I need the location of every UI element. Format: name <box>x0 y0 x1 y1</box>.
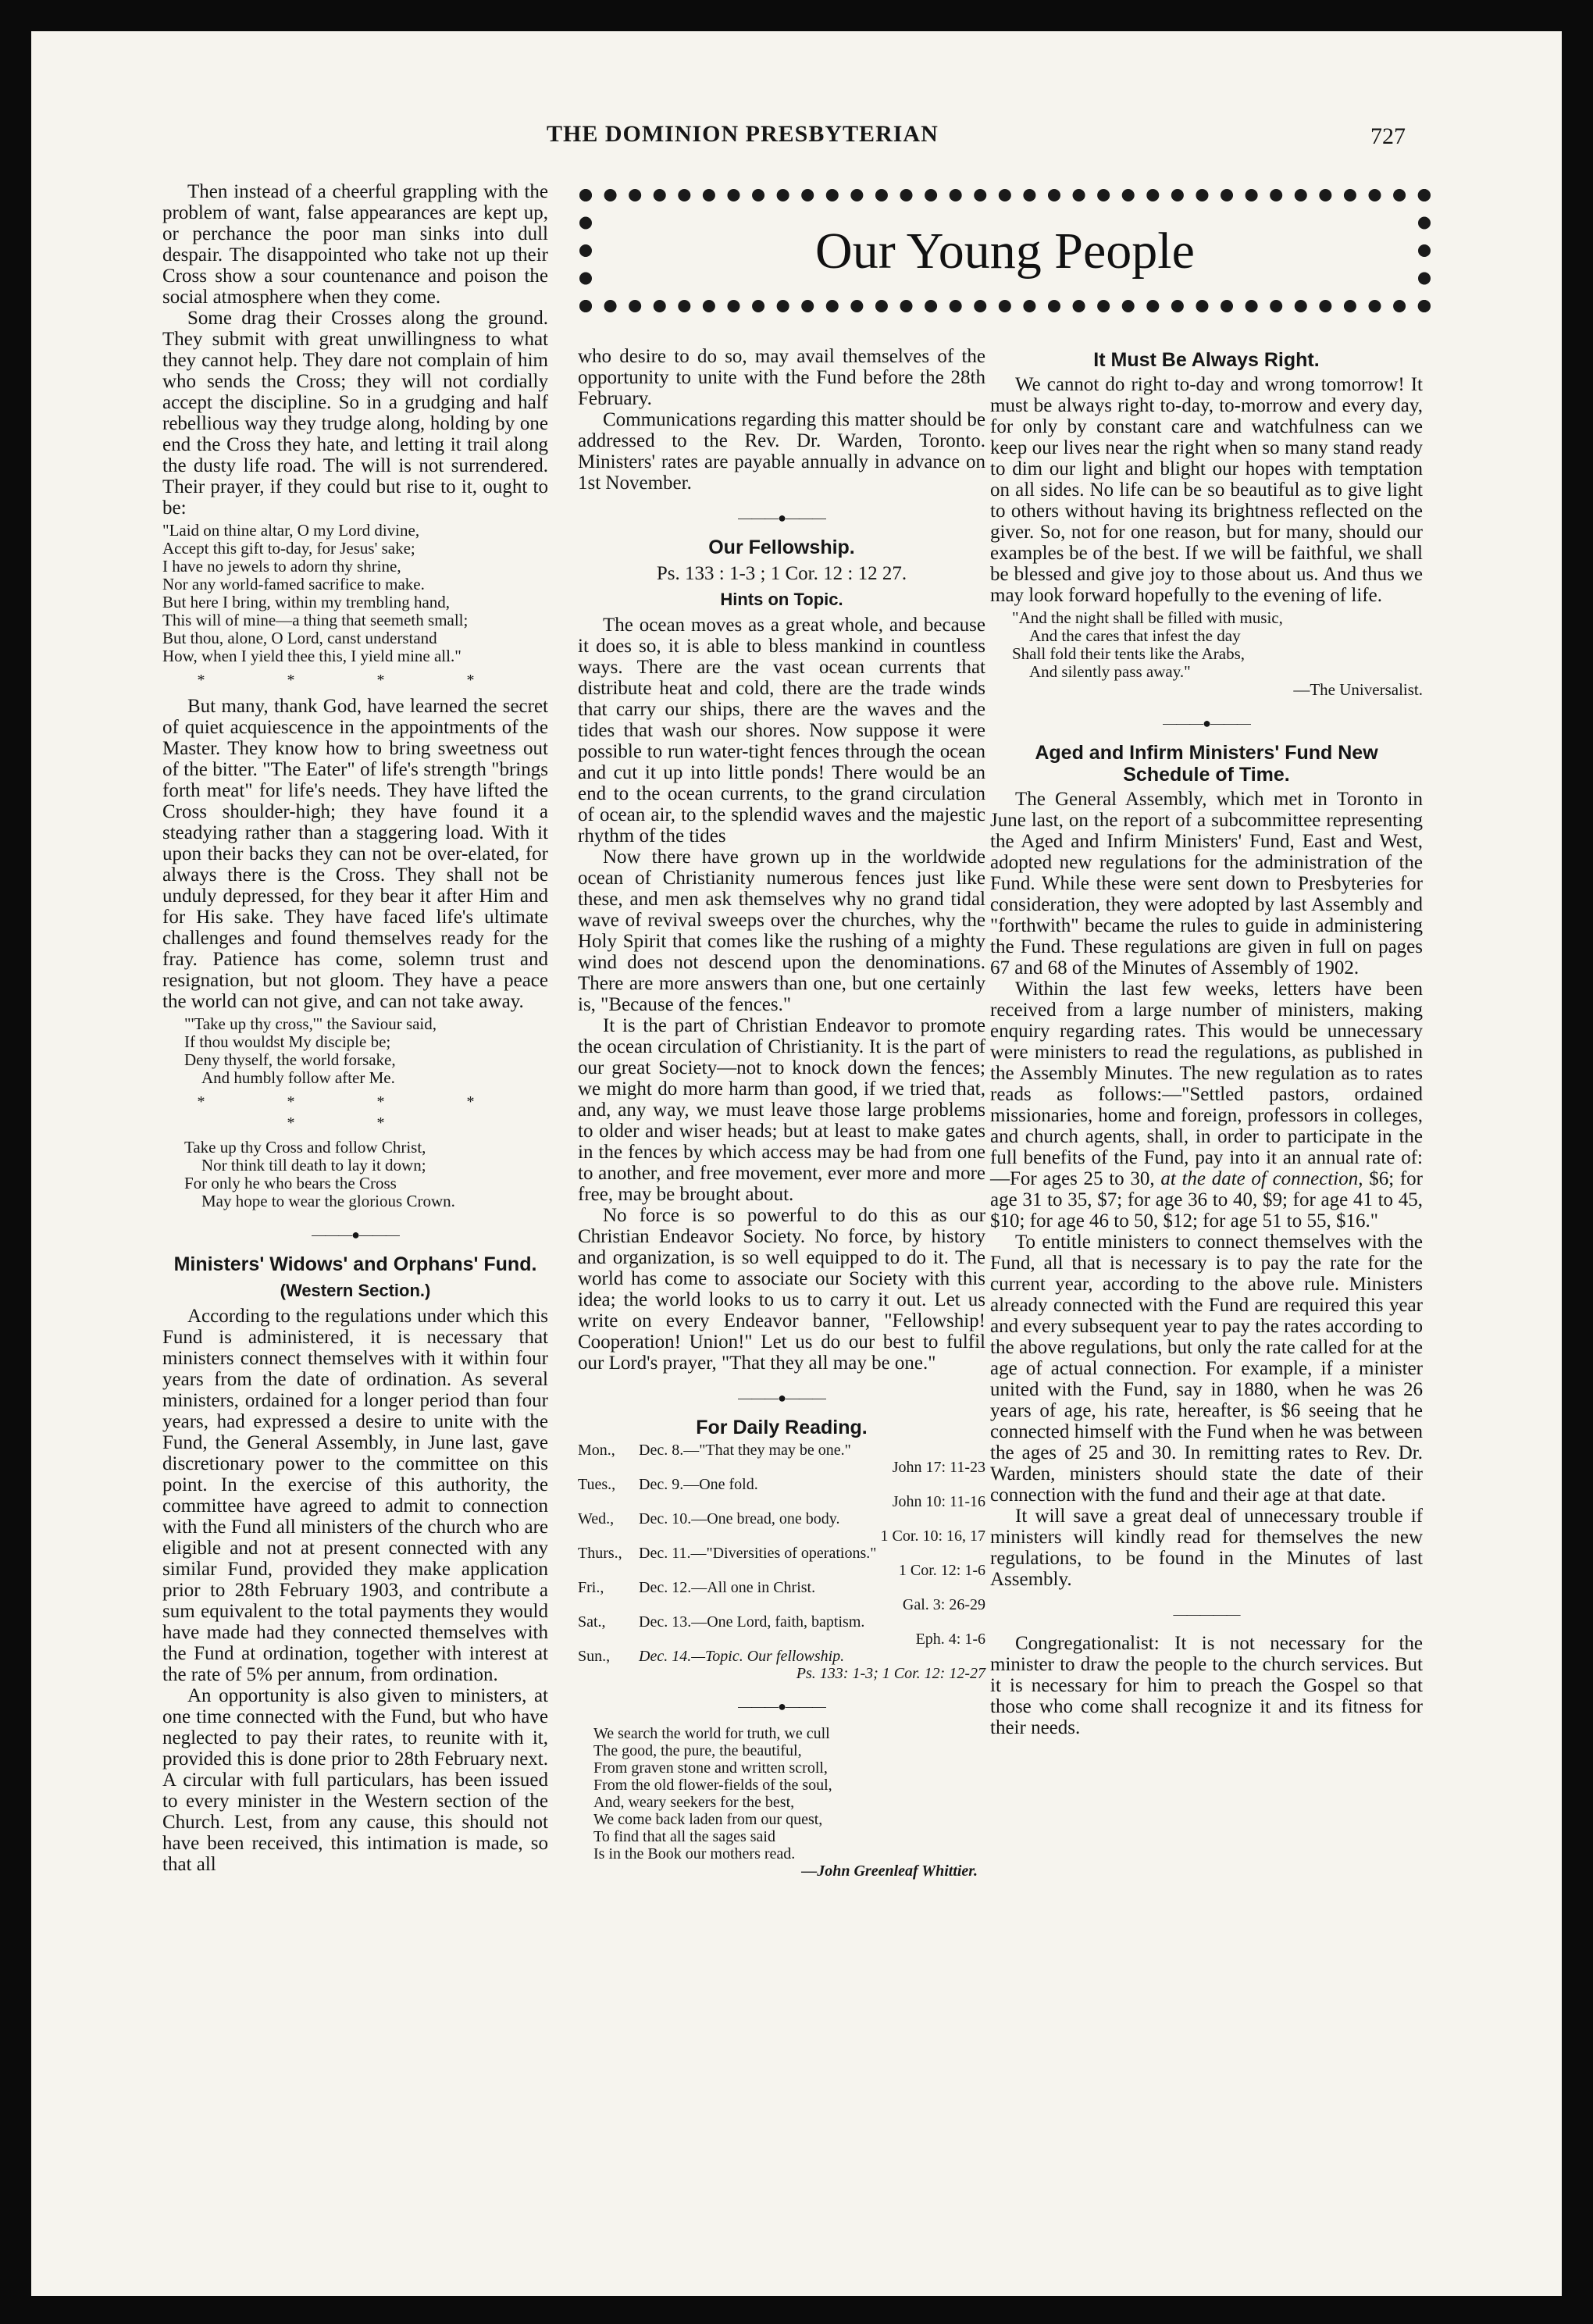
paragraph: It will save a great deal of unnecessary trouble if ministers will kindly read for themselves the new regulations, to be found in the Minutes of last Assembly. <box>990 1506 1423 1590</box>
poem-line: For only he who bears the Cross <box>184 1174 397 1192</box>
article-title: Aged and Infirm Ministers' Fund New Schedule of Time. <box>1035 742 1378 786</box>
paragraph: who desire to do so, may avail themselves of the opportunity to unite with the Fund before the 28th February. <box>578 346 985 409</box>
poem-line: From graven stone and written scroll, <box>593 1759 828 1777</box>
column-2 <box>578 346 985 1880</box>
paragraph: Communications regarding this matter should be addressed to the Rev. Dr. Warden, Toronto. Ministers' rates are payable annually in advance on 1st November. <box>578 409 985 494</box>
paragraph: The General Assembly, which met in Toronto in June last, on the report of a subcommittee representing the Aged and Infirm Ministers' Fund, East and West, adopted new regulations for the administration of the Fund. While these were sent down to Presbyteries for consideration, they were adopted by last Assembly and "forthwith" became the rules to guide in administering the Fund. These regulations are given in full on pages 67 and 68 of the Minutes of Assembly of 1902. <box>990 789 1423 978</box>
banner-title: Our Young People <box>815 223 1195 280</box>
poem-line: We search the world for truth, we cull <box>593 1725 830 1742</box>
paragraph: No force is so powerful to do this as our Christian Endeavor Society. No force, by history and organization, is so well equipped to do it. The world has come to associate our Society with this idea; the world looks to us to carry it out. Let us write on every Endeavor banner, "Fellowship! Cooperation! Union!" Let us do our best to fulfil our Lord's prayer, "That they all may be one." <box>578 1205 985 1374</box>
divider-rule: ———●——— <box>738 1698 825 1714</box>
divider-rule: ————— <box>1173 1606 1240 1622</box>
paragraph: Then instead of a cheerful grappling with the problem of want, false appearances are kept up, or perchance the poor man sinks into dull despair. The disappointed who take not up their Cross show a sour countenance and poison the social atmosphere when they come. <box>162 181 548 308</box>
page-header: THE DOMINION PRESBYTERIAN <box>547 121 939 147</box>
list-item: Fri., Dec. 12.—All one in Christ. Gal. 3: 26-29 <box>578 1579 985 1613</box>
poem-line: Accept this gift to-day, for Jesus' sake; <box>162 539 415 558</box>
section-stars: * * * * <box>197 672 514 689</box>
poem-line: Take up thy Cross and follow Christ, <box>184 1138 426 1157</box>
article-subtitle: (Western Section.) <box>280 1281 431 1300</box>
poem-line: The good, the pure, the beautiful, <box>593 1742 802 1759</box>
article-subtitle: Hints on Topic. <box>720 590 843 609</box>
list-item: Tues., Dec. 9.—One fold. John 10: 11-16 <box>578 1476 985 1510</box>
poem-line: How, when I yield thee this, I yield mine all." <box>162 647 462 665</box>
poem-follow-christ <box>162 1139 548 1210</box>
paragraph: To entitle ministers to connect themselves with the Fund, all that is necessary is to pay the rate for the current year, according to the above rule. Ministers already connected with the Fund are required this year and every subsequent year to pay the rates according to the above regulations, but only the rate called for at the age of actual connection. For example, if a minister united with the Fund, say in 1880, when he was 26 years of age, his rate, hereafter, is $6 seeing that he connected himself with the Fund when he was between the ages of 25 and 30. In remitting rates to Rev. Dr. Warden, ministers should state the date of their connection with the fund and their age at that date. <box>990 1232 1423 1506</box>
divider-rule: ———●——— <box>312 1227 399 1242</box>
poem-line: Deny thyself, the world forsake, <box>184 1050 396 1069</box>
poem-line: And silently pass away." <box>1029 662 1191 681</box>
poem-line: To find that all the sages said <box>593 1828 775 1845</box>
column-3 <box>990 346 1423 1738</box>
list-item: Mon., Dec. 8.—"That they may be one." John 17: 11-23 <box>578 1442 985 1476</box>
section-stars: * * * * * * <box>197 1093 514 1132</box>
list-item: Wed., Dec. 10.—One bread, one body. 1 Cor. 10: 16, 17 <box>578 1510 985 1545</box>
poem-line: This will of mine—a thing that seemeth small; <box>162 611 469 629</box>
poem-line: Shall fold their tents like the Arabs, <box>1012 644 1246 663</box>
poem-line: From the old flower-fields of the soul, <box>593 1777 832 1794</box>
article-title: Our Fellowship. <box>708 536 855 558</box>
poem-line: "And the night shall be filled with music, <box>1012 608 1283 627</box>
page-number: 727 <box>1370 123 1406 149</box>
poem-line: We come back laden from our quest, <box>593 1811 823 1828</box>
paragraph: According to the regulations under which this Fund is administered, it is necessary that ministers connect themselves with it within four years from the date of ordination. As several ministers, ordained for a longer period than four years, had expressed a desire to unite with the Fund, the General Assembly, in June last, gave discretionary power to the committee on this point. In the exercise of this authority, the committee have agreed to admit to connection with the Fund all ministers of the church who are eligible and not at present connected with any similar Fund, provided they make application prior to 28th February 1903, and contribute a sum equivalent to the total payments they would have made had they connected themselves with the Fund at ordination, together with interest at the rate of 5% per annum, from ordination. <box>162 1306 548 1685</box>
poem-line: May hope to wear the glorious Crown. <box>201 1192 455 1210</box>
poem-line: Is in the Book our mothers read. <box>593 1845 796 1862</box>
paragraph: It is the part of Christian Endeavor to promote the ocean circulation of Christianity. It is the part of our great Society—not to knock down the fences; we might do more harm than good, if we tried that, and, any way, we must leave those large problems to older and wiser heads; but at least to make gates in the fences by which access may be had from one to another, and free movement, ever more and more free, may be brought about. <box>578 1015 985 1205</box>
article-title: Ministers' Widows' and Orphans' Fund. <box>173 1253 537 1275</box>
poem-line: Nor any world-famed sacrifice to make. <box>162 575 425 593</box>
divider-rule: ———●——— <box>738 510 825 526</box>
poem-line: And the cares that infest the day <box>1029 626 1241 645</box>
list-item: Sat., Dec. 13.—One Lord, faith, baptism. Eph. 4: 1-6 <box>578 1613 985 1648</box>
article-title: It Must Be Always Right. <box>1093 349 1320 371</box>
poem-take-up-cross <box>162 1015 548 1087</box>
paragraph: Some drag their Crosses along the ground. They submit with great unwillingness to what they cannot help. They dare not complain of him who sends the Cross; they will not cordially accept the discipline. So in a grudging and half rebellious way they trudge along, holding by one end the Cross they hate, and letting it trail along the dusty life road. The will is not surrendered. Their prayer, if they could but rise to it, ought to be: <box>162 308 548 519</box>
poem-line: And, weary seekers for the best, <box>593 1794 795 1811</box>
scripture-reference: Ps. 133 : 1-3 ; 1 Cor. 12 : 12 27. <box>656 563 907 584</box>
paragraph: Within the last few weeks, letters have been received from a large number of ministers, making enquiry regarding rates. This would be unnecessary were ministers to read the regulations, as published in the Assembly Minutes. The new regulation as to rates reads as follows:—"Settled pastors, ordained missionaries, home and foreign, professors in colleges, and church agents, shall, in order to participate in the full benefits of the Fund, pay into it an annual rate of:—For ages 25 to 30, at the date of connection, $6; for age 31 to 35, $7; for age 36 to 40, $9; for age 41 to 45, $10; for age 46 to 50, $12; for age 51 to 55, $16." <box>990 978 1424 1232</box>
poem-signature: —The Universalist. <box>1293 680 1423 699</box>
paragraph: An opportunity is also given to ministers, at one time connected with the Fund, but who have neglected to pay their rates, to reunite with it, provided this is done prior to 28th February next. A circular with full particulars, has been issued to every minister in the Western section of the Church. Lest, from any cause, this should not have been received, this intimation is made, so that all <box>162 1685 548 1875</box>
poem-signature: —John Greenleaf Whittier. <box>801 1862 978 1880</box>
paragraph: Congregationalist: It is not necessary for the minister to draw the people to the church services. But it is necessary for him to preach the Gospel so that those who come shall recognize it and its fitness for their needs. <box>990 1633 1423 1738</box>
paragraph: The ocean moves as a great whole, and because it does so, it is able to bless mankind in countless ways. There are the vast ocean currents that distribute heat and cold, there are the trade winds that carry our ships, there are the waves and the tides that wash our shores. Now suppose it were possible to run water-tight fences through the ocean and cut it up into little ponds! There would be an end to the ocean currents, to the grand circulation of ocean air, to the splendid waves and the majestic rhythm of the tides <box>578 615 985 847</box>
poem-altar <box>162 522 548 665</box>
section-banner <box>579 189 1431 312</box>
closing-poem <box>578 1725 985 1880</box>
divider-rule: ———●——— <box>1163 715 1250 731</box>
paragraph: Now there have grown up in the worldwide ocean of Christianity numerous fences just like these, and men ask themselves why no grand tidal wave of revival sweeps over the churches, why the Holy Spirit that comes like the rushing of a mighty wind does not descend upon the denominations. There are more answers than one, but one certainly is, "Because of the fences." <box>578 847 985 1015</box>
list-item: Thurs., Dec. 11.—"Diversities of operations." 1 Cor. 12: 1-6 <box>578 1545 985 1579</box>
poem-line: Nor think till death to lay it down; <box>201 1156 426 1174</box>
poem-line: But here I bring, within my trembling hand, <box>162 593 451 611</box>
paragraph: We cannot do right to-day and wrong tomorrow! It must be always right to-day, to-morrow and every day, for only by constant care and watchfulness can we keep our lives near the right when so many stand ready to dim our light and blight our hopes with temptation on all sides. No life can be so beautiful as to give light to others without having its brightness reflected on the giver. So, not for one reason, but for many, should our examples be of the best. If we will be faithful, we shall be blessed and give joy to those about us. And thus we may look forward hopefully to the evening of life. <box>990 374 1423 606</box>
reading-title: For Daily Reading. <box>696 1417 868 1438</box>
column-1 <box>162 181 548 1875</box>
poem-line: "'Take up thy cross,'" the Saviour said, <box>184 1014 437 1033</box>
list-item: Sun., Dec. 14.—Topic. Our fellowship. Ps. 133: 1-3; 1 Cor. 12: 12-27 <box>578 1648 985 1682</box>
daily-reading-list <box>578 1442 985 1682</box>
divider-rule: ———●——— <box>738 1390 825 1406</box>
poem-line: I have no jewels to adorn thy shrine, <box>162 557 401 576</box>
poem-line: But thou, alone, O Lord, canst understand <box>162 629 437 647</box>
poem-line: And humbly follow after Me. <box>201 1068 395 1087</box>
poem-line: If thou wouldst My disciple be; <box>184 1032 391 1051</box>
poem-night <box>990 609 1423 699</box>
poem-line: "Laid on thine altar, O my Lord divine, <box>162 521 420 540</box>
paragraph: But many, thank God, have learned the secret of quiet acquiescence in the appointments of the Master. They know how to bring sweetness out of the bitter. "The Eater" of life's strength "brings forth meat" for life's needs. They have lifted the Cross shoulder-high; they have found it a steadying rather than a staggering load. With it upon their backs they can not be over-elated, for always there is the Cross. They shall not be unduly depressed, for they bear it after Him and for His sake. They have faced life's ultimate challenges and found themselves ready for the fray. Patience has come, solemn trust and resignation, but not gloom. They have a peace the world can not give, and can not take away. <box>162 696 548 1012</box>
